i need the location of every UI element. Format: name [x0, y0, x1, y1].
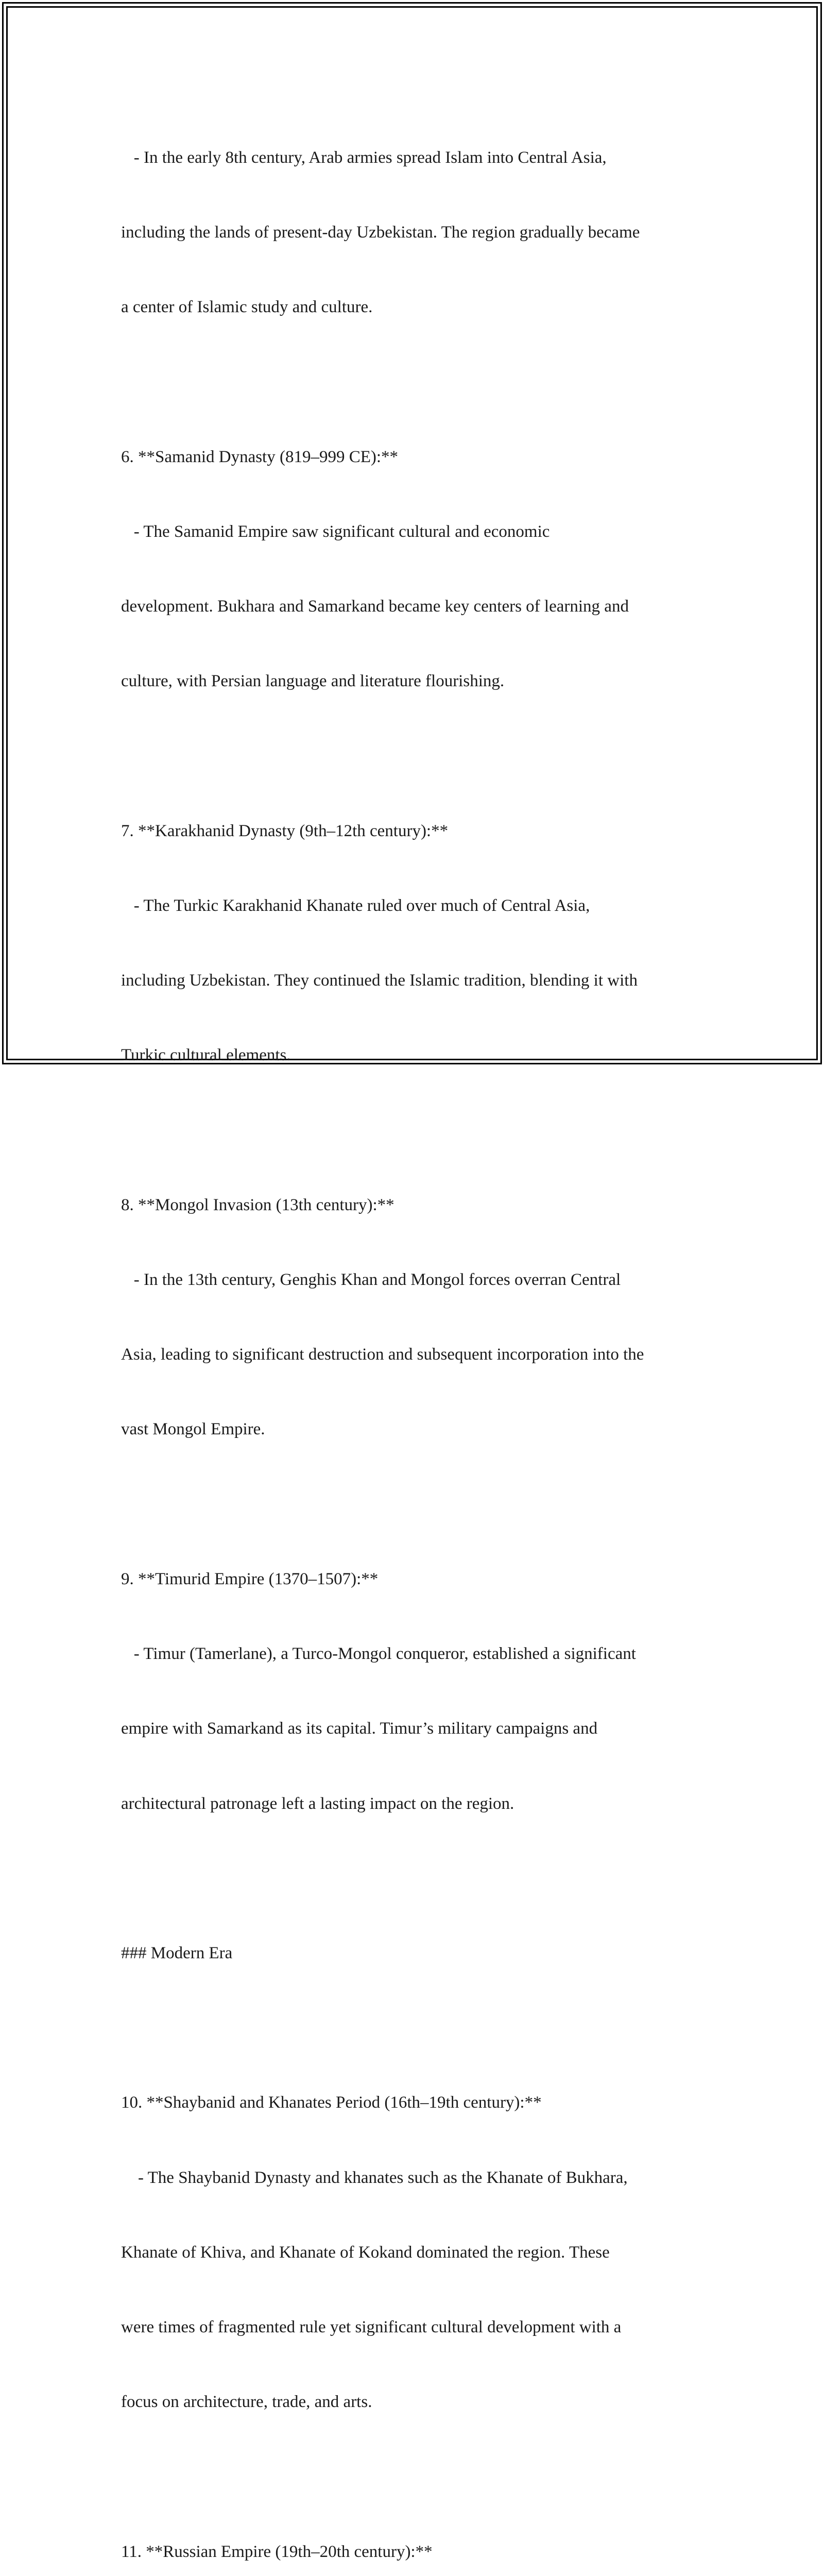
paragraph-mongol-invasion — [121, 1143, 713, 1492]
text-line: including Uzbekistan. They continued the Islamic tradition, blending it with — [121, 971, 638, 990]
text-line: Khanate of Khiva, and Khanate of Kokand dominated the region. These — [121, 2243, 610, 2262]
list-item-heading: 9. **Timurid Empire (1370–1507):** — [121, 1569, 379, 1588]
text-line: were times of fragmented rule yet significant cultural development with a — [121, 2318, 622, 2337]
document-body — [121, 95, 713, 2576]
text-line: focus on architecture, trade, and arts. — [121, 2393, 372, 2412]
list-item-heading: 8. **Mongol Invasion (13th century):** — [121, 1195, 394, 1214]
text-line: - The Shaybanid Dynasty and khanates such as the Khanate of Bukhara, — [121, 2168, 628, 2187]
section-heading: ### Modern Era — [121, 1943, 233, 1962]
list-item-heading: 10. **Shaybanid and Khanates Period (16th–19th century):** — [121, 2093, 542, 2112]
text-line: - In the 13th century, Genghis Khan and Mongol forces overran Central — [121, 1270, 621, 1290]
text-line: - The Samanid Empire saw significant cultural and economic — [121, 522, 550, 541]
paragraph-arab-conquest — [121, 95, 713, 369]
list-item-heading: 11. **Russian Empire (19th–20th century):** — [121, 2542, 433, 2561]
text-line: Asia, leading to significant destruction and subsequent incorporation into the — [121, 1345, 644, 1364]
list-item-heading: 6. **Samanid Dynasty (819–999 CE):** — [121, 447, 399, 466]
paragraph-shaybanid-khanates — [121, 2041, 713, 2465]
text-line: a center of Islamic study and culture. — [121, 298, 373, 317]
paragraph-samanid-dynasty — [121, 395, 713, 744]
text-line: - In the early 8th century, Arab armies spread Islam into Central Asia, — [121, 148, 607, 167]
paragraph-karakhanid-dynasty — [121, 769, 713, 1118]
paragraph-russian-empire — [121, 2489, 713, 2576]
text-line: development. Bukhara and Samarkand became key centers of learning and — [121, 597, 629, 616]
list-item-heading: 7. **Karakhanid Dynasty (9th–12th century):** — [121, 821, 449, 840]
text-line: - The Turkic Karakhanid Khanate ruled over much of Central Asia, — [121, 896, 590, 915]
section-heading-modern-era — [121, 1891, 713, 2015]
text-line: vast Mongol Empire. — [121, 1420, 265, 1439]
paragraph-timurid-empire — [121, 1517, 713, 1866]
text-line: including the lands of present-day Uzbekistan. The region gradually became — [121, 223, 640, 242]
text-line: - Timur (Tamerlane), a Turco-Mongol conqueror, established a significant — [121, 1645, 636, 1664]
text-line: architectural patronage left a lasting impact on the region. — [121, 1794, 514, 1813]
text-line: culture, with Persian language and literature flourishing. — [121, 672, 505, 691]
text-line: Turkic cultural elements. — [121, 1046, 291, 1065]
text-line: empire with Samarkand as its capital. Timur’s military campaigns and — [121, 1719, 598, 1738]
